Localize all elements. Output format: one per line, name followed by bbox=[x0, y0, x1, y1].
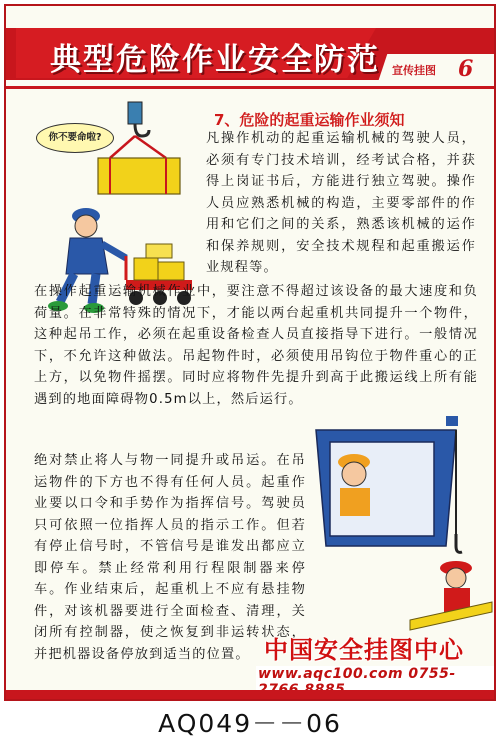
poster-title: 典型危险作业安全防范 bbox=[50, 42, 380, 78]
watermark-url: www.aqc100.com 0755- bbox=[256, 666, 494, 698]
paragraph-3: 绝对禁止将人与物一同提升或吊运。在吊运物件的下方也不得有任何人员。起重作业要以口令和手势作为指挥信号。驾驶员只可依照一位指挥人员的指示工作。但若有停止信号时，不管信号是谁发出都应立即停车。禁止经常利用行程限制器来停车。作业结束后，起重机上不应有悬挂物件，对该机器要进行全面检查、清理，关闭所有控制器，使之恢复到非运转状态，并把机器设备停放到适当的位置。 bbox=[34, 453, 306, 662]
watermark-brand: 中国安全挂图中心 bbox=[264, 635, 464, 664]
operator-body bbox=[340, 488, 370, 516]
worker-body bbox=[66, 238, 108, 274]
hook-block-icon bbox=[128, 102, 142, 124]
footer-bar bbox=[6, 690, 494, 700]
section-heading: 7、危险的起重运输作业须知 bbox=[214, 111, 405, 129]
worker-head bbox=[75, 215, 97, 237]
paragraph-1: 凡操作机动的起重运输机械的驾驶人员，必须有专门技术培训，经考试合格，并获得上岗证书后，方能进行独立驾驶。操作人员应熟悉机械的构造，主要零部件的作用和它们之间的关系，熟悉该机械的运作和保养规则，安全技术规程和起重搬运作业规程等。 bbox=[206, 131, 476, 275]
worker-arm bbox=[102, 244, 126, 258]
sling-right bbox=[135, 136, 166, 158]
crane-cab-illustration bbox=[306, 416, 494, 656]
crane-boom bbox=[446, 416, 458, 426]
cart-box-3 bbox=[146, 244, 172, 258]
speech-bubble: 你不要命啦? bbox=[36, 123, 114, 153]
paragraph-2: 在操作起重运输机械作业中，要注意不得超过该设备的最大速度和负荷量。在非常特殊的情况下，才能以两台起重机共同提升一个物件，这种起吊工作，必须在起重设备检查人员直接指导下进行。一般情况下，不允许这种做法。吊起物件时，必须使用吊钩位于物件重心的正上方，以免物件摇摆。同时应将物件先提升到高于此搬运线上所有能遇到的地面障碍物0.5m以上，然后运行。 bbox=[34, 284, 478, 407]
crane-hook-icon bbox=[456, 534, 462, 552]
cart-box-1 bbox=[134, 258, 158, 280]
crane-hook-cargo-illustration bbox=[92, 100, 192, 200]
poster bbox=[4, 4, 496, 701]
cart-box-2 bbox=[158, 262, 184, 280]
poster-code: AQ049－－06 bbox=[158, 709, 342, 738]
top-rule bbox=[6, 86, 494, 89]
worker-head-2 bbox=[446, 568, 466, 588]
header bbox=[6, 6, 494, 82]
operator-head bbox=[342, 462, 366, 486]
page-number: 6 bbox=[458, 56, 474, 82]
poster-tag: 宣传挂图 bbox=[392, 64, 436, 77]
hook-icon bbox=[135, 124, 149, 136]
